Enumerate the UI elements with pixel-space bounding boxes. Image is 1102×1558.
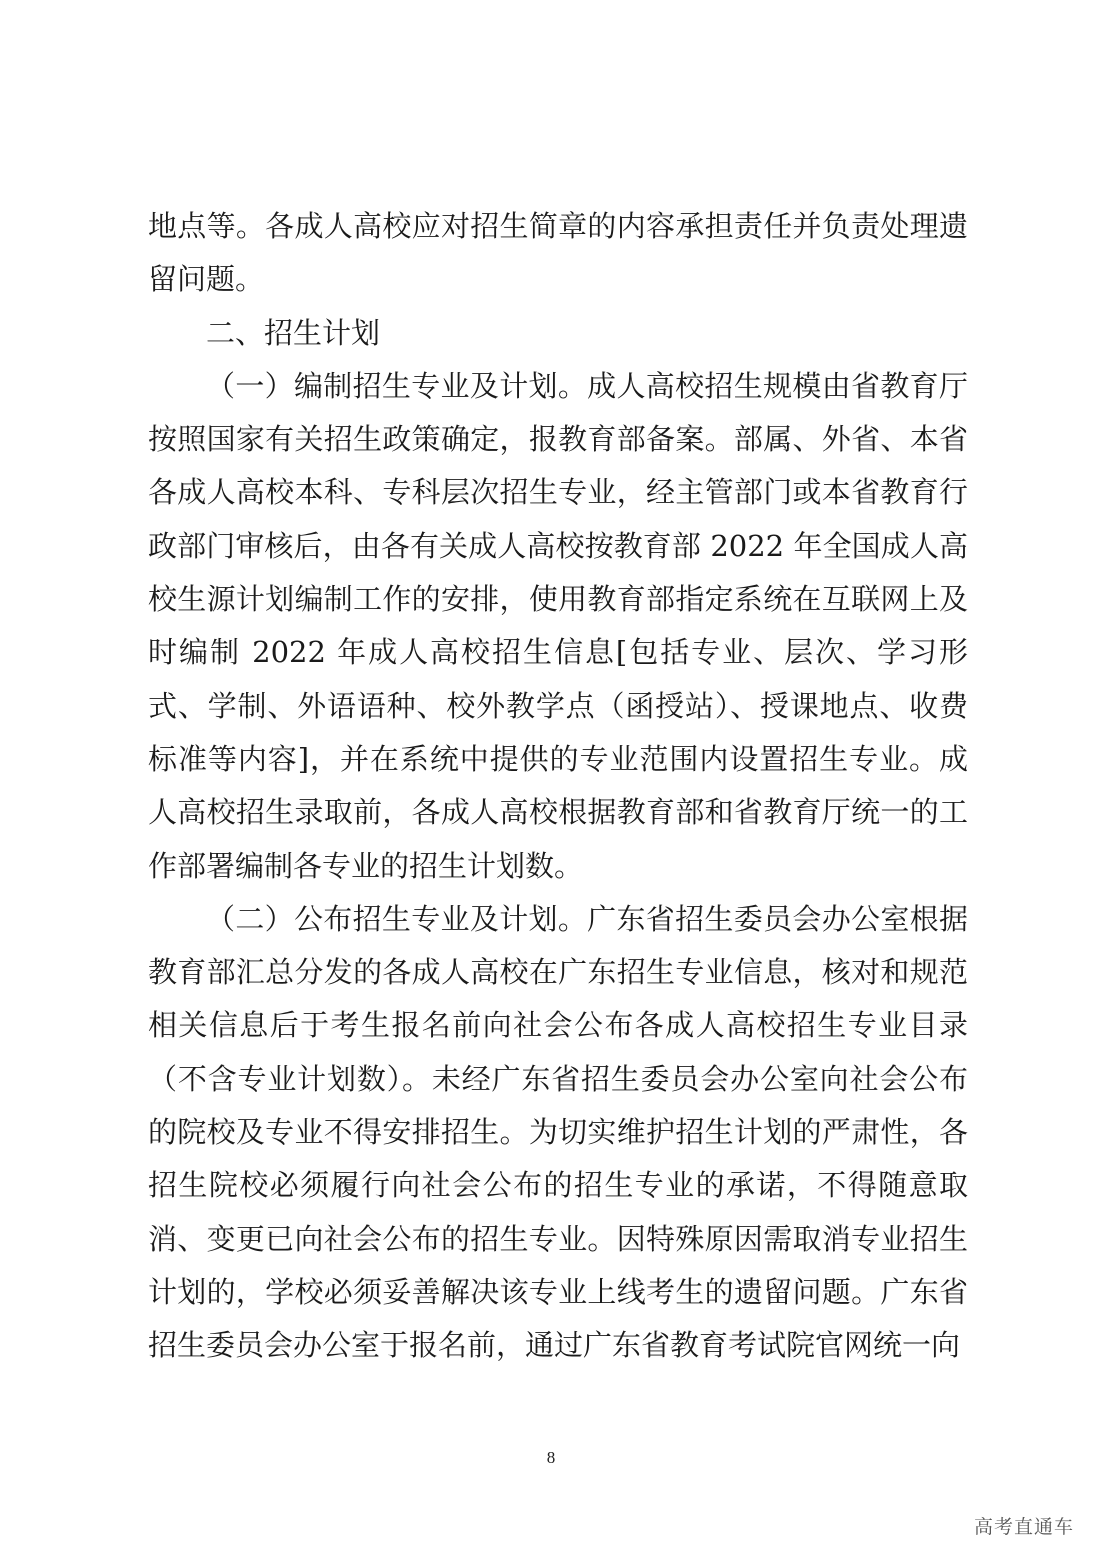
page-number: 8: [546, 1448, 556, 1467]
body-text: [148, 200, 968, 1373]
paragraph-enrollment-plan-compilation: （一）编制招生专业及计划。成人高校招生规模由省教育厅按照国家有关招生政策确定，报教育部备案。部属、外省、本省各成人高校本科、专科层次招生专业，经主管部门或本省教育行政部门审核后，由各有关成人高校按教育部 2022 年全国成人高校生源计划编制工作的安排，使用教育部指定系统在互联网上及时编制 2022 年成人高校招生信息[包括专业、层次、学习形式、学制、外语语种、校外教学点（函授站）、授课地点、收费标准等内容]，并在系统中提供的专业范围内设置招生专业。成人高校招生录取前，各成人高校根据教育部和省教育厅统一的工作部署编制各专业的招生计划数。: [148, 368, 968, 883]
watermark: 高考直通车: [973, 1516, 1074, 1538]
paragraph-enrollment-plan-publication: （二）公布招生专业及计划。广东省招生委员会办公室根据教育部汇总分发的各成人高校在广东招生专业信息，核对和规范相关信息后于考生报名前向社会公布各成人高校招生专业目录（不含专业计划数）。未经广东省招生委员会办公室向社会公布的院校及专业不得安排招生。为切实维护招生计划的严肃性，各招生院校必须履行向社会公布的招生专业的承诺，不得随意取消、变更已向社会公布的招生专业。因特殊原因需取消专业招生计划的，学校必须妥善解决该专业上线考生的遗留问题。广东省招生委员会办公室于报名前，通过广东省教育考试院官网统一向: [148, 901, 968, 1363]
section-heading: 二、招生计划: [206, 315, 381, 350]
paragraph-continuation: 地点等。各成人高校应对招生简章的内容承担责任并负责处理遗留问题。: [148, 209, 968, 297]
